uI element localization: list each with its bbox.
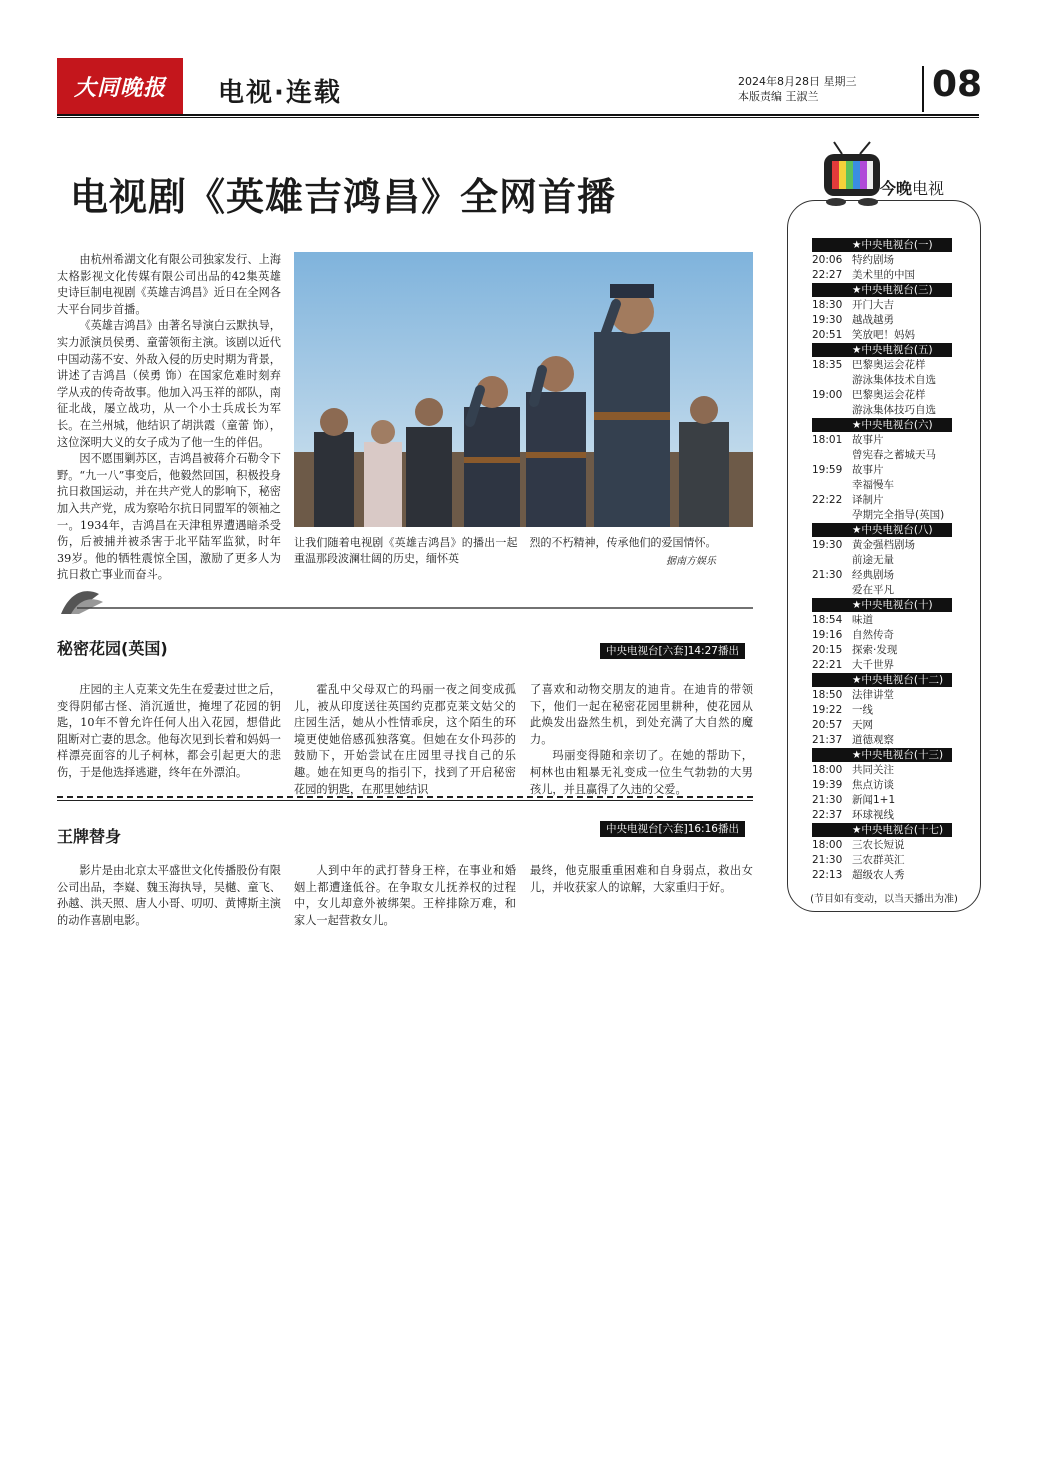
program-text xyxy=(530,863,753,896)
heading-rest: 电视 xyxy=(912,179,945,198)
show-time: 18:35 xyxy=(812,359,843,371)
show-time: 19:30 xyxy=(812,539,843,551)
show-time: 20:57 xyxy=(812,719,843,731)
channel-tag: 中央电视台[六套]14:27播出 xyxy=(600,643,745,659)
article-paragraph: 《英雄吉鸿昌》由著名导演白云默执导，实力派演员侯勇、童蕾领衔主演。该剧以近代中国动荡不安、外敌入侵的历史时期为背景，讲述了吉鸿昌（侯勇 饰）在国家危难时刻弃学从戎的传奇故事。他加入冯玉祥的部队，南征北战，屡立战功，从一个小士兵成长为军长。在兰州城，他结识了胡洪霞（童蕾 饰），这位深明大义的女子成为了他一生的伴侣。 xyxy=(57,319,281,449)
show-time: 18:30 xyxy=(812,299,843,311)
section-divider xyxy=(57,586,753,616)
show-name: 环球视线 xyxy=(852,809,894,821)
schedule-row xyxy=(812,658,950,673)
schedule-row xyxy=(812,733,950,748)
schedule-row xyxy=(812,508,950,523)
show-name: 游泳集体技巧自选 xyxy=(852,404,936,416)
show-time: 20:51 xyxy=(812,329,843,341)
show-name: 一线 xyxy=(852,704,873,716)
schedule-row xyxy=(812,868,950,883)
schedule-row xyxy=(812,373,950,388)
show-name: 大千世界 xyxy=(852,659,894,671)
schedule-row xyxy=(812,313,950,328)
show-time: 20:06 xyxy=(812,254,843,266)
show-name: 超级农人秀 xyxy=(852,869,905,881)
show-name: 焦点访谈 xyxy=(852,779,894,791)
tv-guide-heading xyxy=(880,176,944,199)
show-time: 18:54 xyxy=(812,614,843,626)
caption-right: 烈的不朽精神，传承他们的爱国情怀。 xyxy=(529,536,717,549)
show-time: 21:30 xyxy=(812,794,843,806)
show-name: 开门大吉 xyxy=(852,299,894,311)
schedule-row xyxy=(812,778,950,793)
program-paragraph: 影片是由北京太平盛世文化传播股份有限公司出品，李嶷、魏玉海执导，吴樾、童飞、孙越、洪天照、唐人小哥、叨叨、黄博斯主演的动作喜剧电影。 xyxy=(57,864,281,927)
show-time: 22:37 xyxy=(812,809,843,821)
show-time xyxy=(812,508,852,523)
show-name: 幸福慢车 xyxy=(852,479,894,491)
channel-header: ★中央电视台(十七) xyxy=(812,823,952,837)
schedule-row xyxy=(812,718,950,733)
schedule-row xyxy=(812,268,950,283)
article-headline: 电视剧《英雄吉鸿昌》全网首播 xyxy=(70,175,617,219)
show-name: 孕期完全指导(英国) xyxy=(852,509,945,521)
show-name: 三农长短说 xyxy=(852,839,905,851)
show-time: 22:27 xyxy=(812,269,843,281)
show-name: 故事片 xyxy=(852,434,884,446)
show-name: 黄金强档剧场 xyxy=(852,539,915,551)
schedule-row xyxy=(812,763,950,778)
schedule-note: (节目如有变动，以当天播出为准) xyxy=(810,894,958,905)
schedule-row xyxy=(812,793,950,808)
show-name: 曾宪春之蓄城天马 xyxy=(852,449,936,461)
television-icon xyxy=(820,140,886,210)
show-time: 18:01 xyxy=(812,434,843,446)
program-text xyxy=(57,682,281,782)
schedule-row xyxy=(812,613,950,628)
channel-header: ★中央电视台(三) xyxy=(812,283,952,297)
program-paragraph: 了喜欢和动物交朋友的迪肯。在迪肯的带领下，他们一起在秘密花园里耕种，使花园从此焕发出盎然生机，到处充满了大自然的魔力。 xyxy=(530,683,753,746)
show-name: 探索·发现 xyxy=(852,644,898,656)
show-name: 美术里的中国 xyxy=(852,269,915,281)
show-time: 18:00 xyxy=(812,839,843,851)
program-paragraph: 最终，他克服重重困难和自身弱点，救出女儿，并收获家人的谅解，大家重归于好。 xyxy=(530,864,753,894)
soldiers-saluting-image xyxy=(294,252,753,527)
schedule-row xyxy=(812,838,950,853)
page-editor: 本版责编 王淑兰 xyxy=(738,90,819,103)
show-name: 故事片 xyxy=(852,464,884,476)
program-paragraph: 玛丽变得随和亲切了。在她的帮助下，柯林也由粗暴无礼变成一位生气勃勃的大男孩儿，并且赢得了久违的父爱。 xyxy=(530,749,753,796)
show-name: 经典剧场 xyxy=(852,569,894,581)
schedule-row xyxy=(812,463,950,478)
header-rule xyxy=(57,114,979,116)
channel-tag: 中央电视台[六套]16:16播出 xyxy=(600,821,745,837)
show-name: 游泳集体技术自选 xyxy=(852,374,936,386)
program-text xyxy=(57,863,281,929)
program-paragraph: 霍乱中父母双亡的玛丽一夜之间变成孤儿，被从印度送往英国约克郡克莱文姑父的庄园生活，她从小性情乖戾，这个陌生的环境更使她倍感孤独落寞。但她在女仆玛莎的鼓励下，开始尝试在庄园里寻找自己的乐趣。她在知更鸟的指引下，找到了开启秘密花园的钥匙，在那里她结识 xyxy=(294,683,516,796)
header-rule-thin xyxy=(57,117,979,118)
show-time: 22:13 xyxy=(812,869,843,881)
schedule-row xyxy=(812,553,950,568)
show-name: 道德观察 xyxy=(852,734,894,746)
article-body xyxy=(57,252,281,584)
caption-left: 让我们随着电视剧《英雄吉鸿昌》的播出一起重温那段波澜壮阔的历史，缅怀英 xyxy=(294,536,518,565)
issue-info xyxy=(738,74,857,104)
schedule-row xyxy=(812,688,950,703)
program-paragraph: 人到中年的武打替身王梓，在事业和婚姻上都遭逢低谷。在争取女儿抚养权的过程中，女儿却意外被绑架。王梓排除万难，和家人一起营救女儿。 xyxy=(294,864,516,927)
program-title: 秘密花园(英国) xyxy=(57,639,168,658)
schedule-row xyxy=(812,478,950,493)
show-name: 共同关注 xyxy=(852,764,894,776)
show-time xyxy=(812,403,852,418)
channel-header: ★中央电视台(六) xyxy=(812,418,952,432)
show-time: 19:16 xyxy=(812,629,843,641)
schedule-row xyxy=(812,358,950,373)
program-text xyxy=(530,682,753,798)
schedule-row xyxy=(812,568,950,583)
show-time: 22:21 xyxy=(812,659,843,671)
show-name: 法律讲堂 xyxy=(852,689,894,701)
channel-header: ★中央电视台(八) xyxy=(812,523,952,537)
section-name: 电视·连载 xyxy=(218,78,342,108)
show-time xyxy=(812,448,852,463)
show-time: 20:15 xyxy=(812,644,843,656)
schedule-row xyxy=(812,493,950,508)
program-paragraph: 庄园的主人克莱文先生在爱妻过世之后，变得阴郁古怪、消沉遁世，掩埋了花园的钥匙，10年不曾允许任何人出入花园，想借此阻断对亡妻的思念。他每次见到长着和妈妈一样漂亮面容的儿子柯林，都会引起更大的悲伤，于是他选择逃避，终年在外漂泊。 xyxy=(57,683,281,779)
show-time: 19:30 xyxy=(812,314,843,326)
show-time: 21:30 xyxy=(812,569,843,581)
show-time: 22:22 xyxy=(812,494,843,506)
schedule-row xyxy=(812,643,950,658)
schedule-row xyxy=(812,388,950,403)
show-name: 巴黎奥运会花样 xyxy=(852,389,926,401)
show-name: 巴黎奥运会花样 xyxy=(852,359,926,371)
show-name: 前途无量 xyxy=(852,554,894,566)
show-time: 21:30 xyxy=(812,854,843,866)
schedule-row xyxy=(812,253,950,268)
show-time: 18:50 xyxy=(812,689,843,701)
issue-date: 2024年8月28日 星期三 xyxy=(738,75,857,88)
show-name: 译制片 xyxy=(852,494,884,506)
show-time: 18:00 xyxy=(812,764,843,776)
schedule-row xyxy=(812,853,950,868)
show-name: 自然传奇 xyxy=(852,629,894,641)
show-name: 特约剧场 xyxy=(852,254,894,266)
page-number: 08 xyxy=(932,64,983,105)
show-name: 新闻1+1 xyxy=(852,794,896,806)
channel-header: ★中央电视台(五) xyxy=(812,343,952,357)
leaf-ornament-icon xyxy=(57,586,753,616)
show-time: 19:59 xyxy=(812,464,843,476)
schedule-row xyxy=(812,403,950,418)
show-time xyxy=(812,373,852,388)
show-time xyxy=(812,553,852,568)
channel-header: ★中央电视台(十三) xyxy=(812,748,952,762)
channel-header: ★中央电视台(一) xyxy=(812,238,952,252)
schedule-row xyxy=(812,448,950,463)
show-name: 三农群英汇 xyxy=(852,854,905,866)
header-divider xyxy=(922,66,924,112)
schedule-row xyxy=(812,703,950,718)
show-time xyxy=(812,583,852,598)
program-text xyxy=(294,682,516,798)
show-name: 天网 xyxy=(852,719,873,731)
photo-credit: 据南方娱乐 xyxy=(666,556,716,567)
show-name: 越战越勇 xyxy=(852,314,894,326)
show-time: 19:22 xyxy=(812,704,843,716)
schedule-row xyxy=(812,328,950,343)
newspaper-logo: 大同晚报 xyxy=(57,58,183,114)
schedule-row xyxy=(812,298,950,313)
show-time: 21:37 xyxy=(812,734,843,746)
program-text xyxy=(294,863,516,929)
divider xyxy=(57,800,753,801)
schedule-row xyxy=(812,583,950,598)
show-name: 味道 xyxy=(852,614,873,626)
schedule-row xyxy=(812,433,950,448)
show-time: 19:00 xyxy=(812,389,843,401)
channel-header: ★中央电视台(十) xyxy=(812,598,952,612)
article-paragraph: 由杭州希湖文化有限公司独家发行、上海太格影视文化传媒有限公司出品的42集英雄史诗巨制电视剧《英雄吉鸿昌》近日在全网各大平台同步首播。 xyxy=(57,253,281,316)
show-time: 19:39 xyxy=(812,779,843,791)
schedule-row xyxy=(812,628,950,643)
article-photo xyxy=(294,252,753,527)
schedule-row xyxy=(812,538,950,553)
tv-schedule xyxy=(812,238,950,883)
schedule-row xyxy=(812,808,950,823)
program-title: 王牌替身 xyxy=(57,827,122,846)
dashed-divider xyxy=(57,796,753,798)
show-time xyxy=(812,478,852,493)
article-paragraph: 因不愿围剿苏区，吉鸿昌被蒋介石勒令下野。“九一八”事变后，他毅然回国，积极投身抗日救国运动，并在共产党人的影响下，秘密加入共产党，成为察哈尔抗日同盟军的领袖之一。1934年，吉鸿昌在天津租界遭遇暗杀受伤，后被捕并被杀害于北平陆军监狱，时年39岁。他的牺牲震惊全国，激励了更多人为抗日救亡事业而奋斗。 xyxy=(57,452,282,582)
channel-header: ★中央电视台(十二) xyxy=(812,673,952,687)
show-name: 笑放吧！妈妈 xyxy=(852,329,915,341)
show-name: 爱在平凡 xyxy=(852,584,894,596)
heading-bold: 今晚 xyxy=(880,179,913,198)
